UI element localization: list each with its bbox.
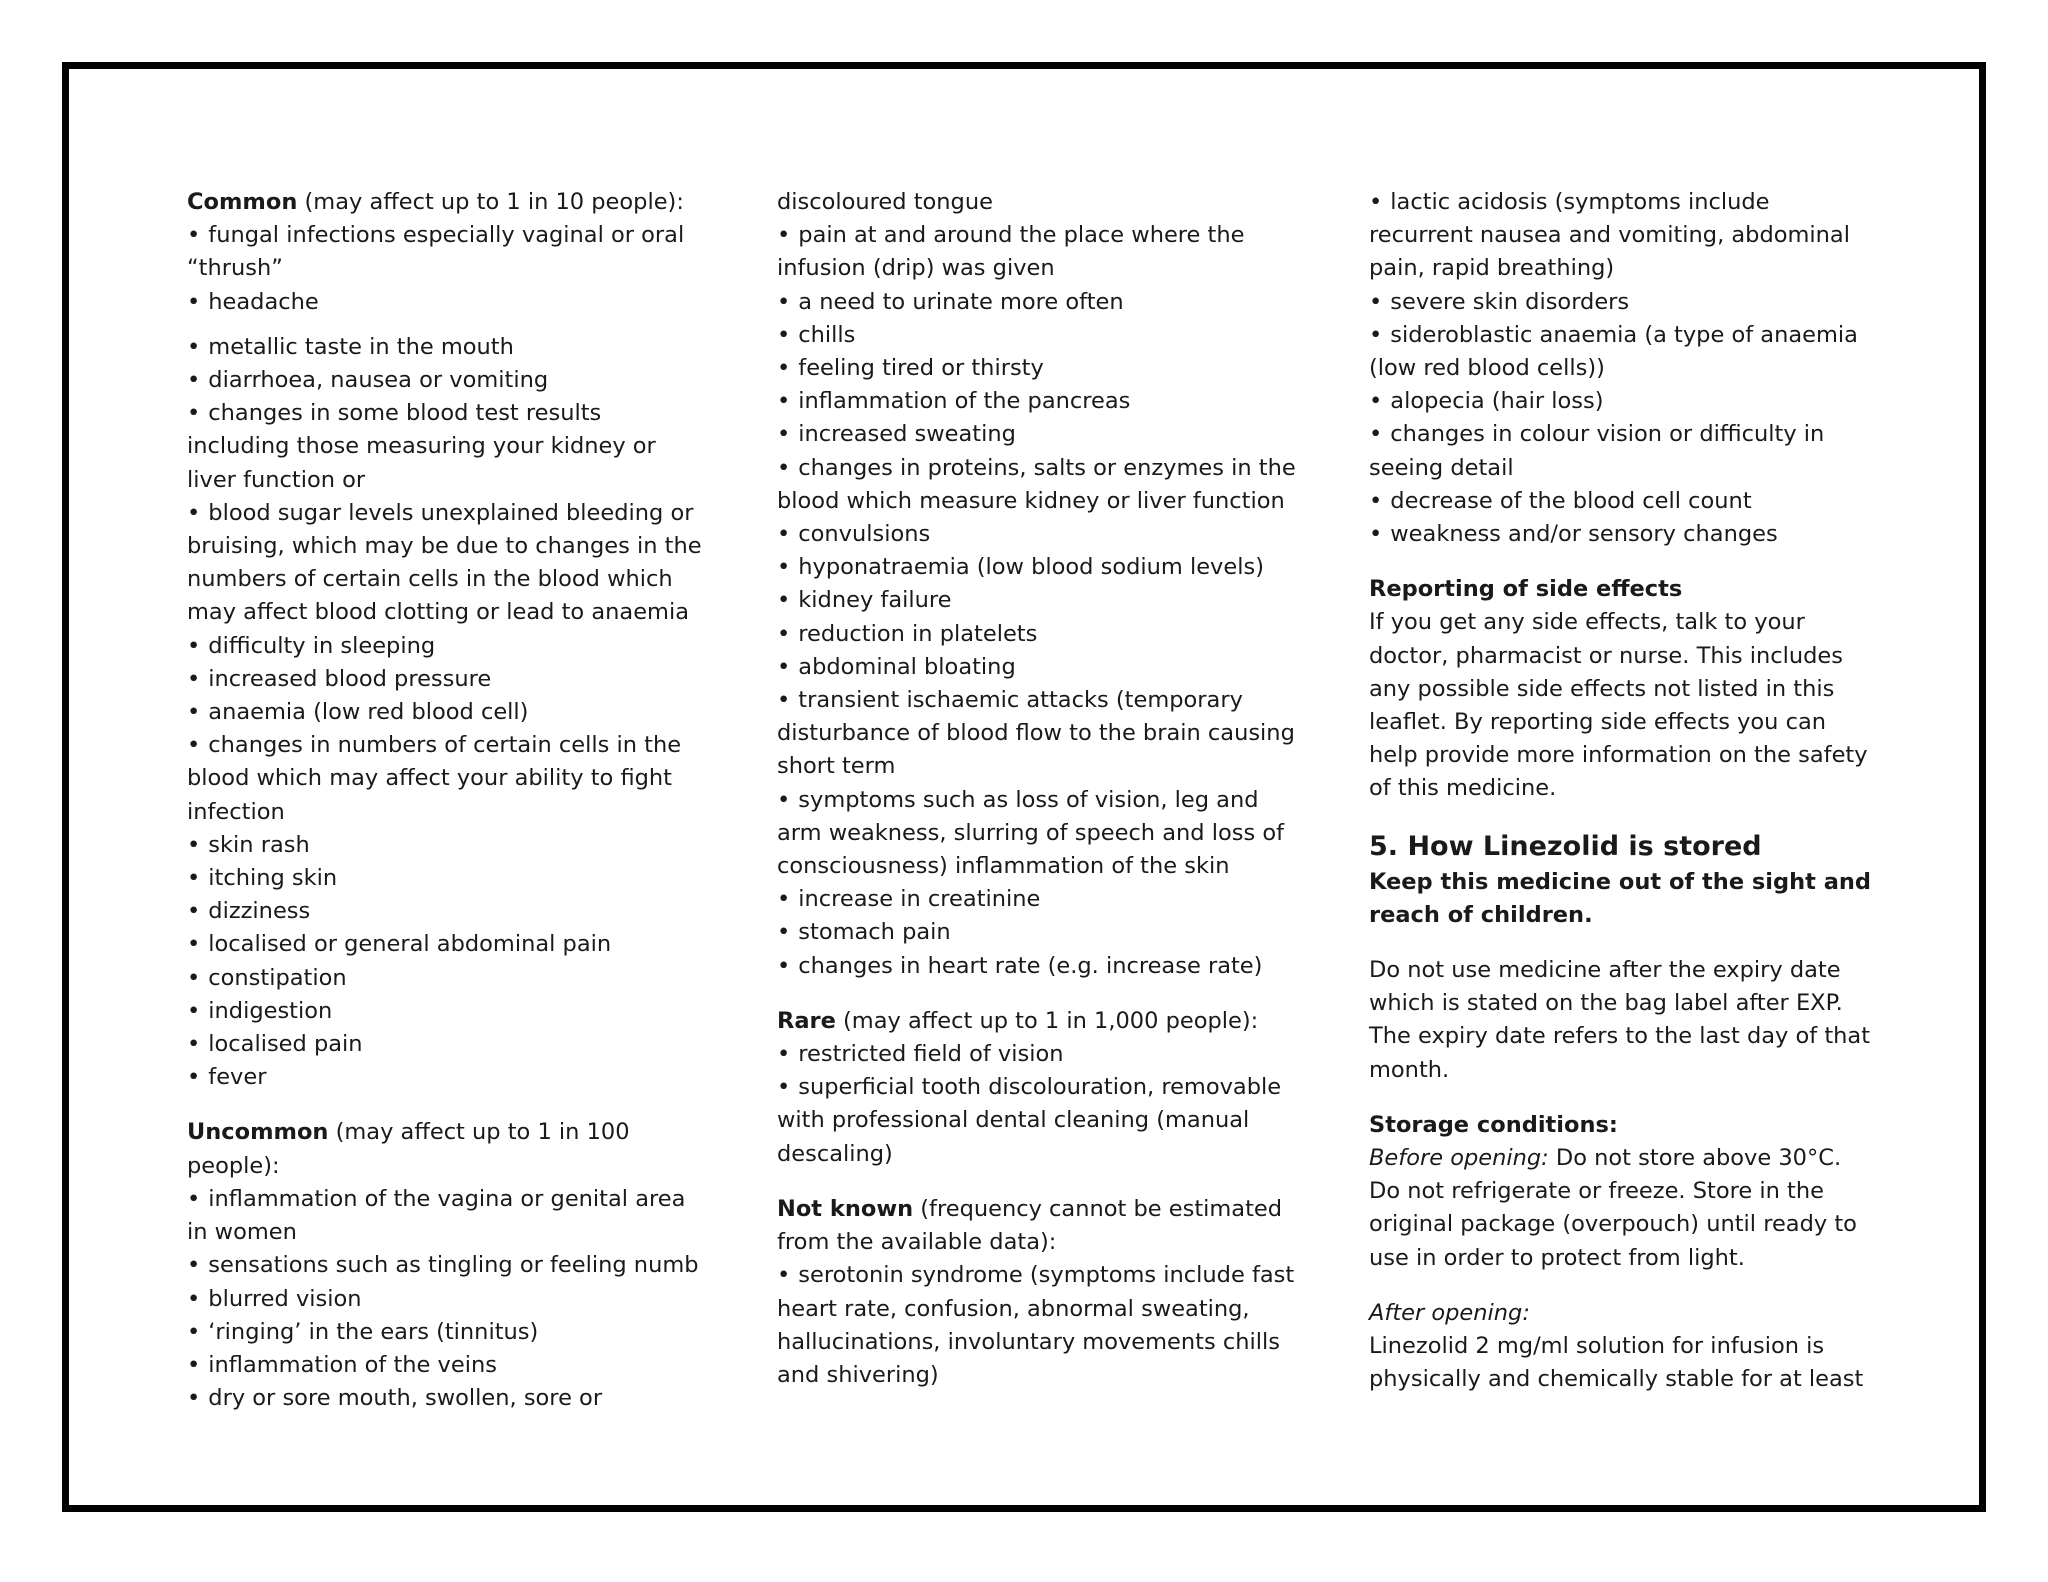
list-item: • blood sugar levels unexplained bleeding or bruising, which may be due to changes in the numbers of certain cells in the blood which may affect blood clotting or lead to anaemia	[187, 497, 707, 630]
rare-frequency-heading: Rare (may affect up to 1 in 1,000 people):	[777, 1007, 1259, 1034]
list-item: • ‘ringing’ in the ears (tinnitus)	[187, 1316, 707, 1349]
list-item: • convulsions	[777, 518, 1297, 551]
list-item: • serotonin syndrome (symptoms include fast heart rate, confusion, abnormal sweating, hallucinations, involuntary movements chills and shivering)	[777, 1259, 1297, 1392]
list-item: • indigestion	[187, 995, 707, 1028]
list-item: • changes in colour vision or difficulty in seeing detail	[1369, 418, 1879, 484]
list-item: • symptoms such as loss of vision, leg and arm weakness, slurring of speech and loss of consciousness) inflammation of the skin	[777, 784, 1297, 884]
list-item: • headache	[187, 286, 707, 319]
list-item: • hyponatraemia (low blood sodium levels)	[777, 551, 1297, 584]
list-item: • changes in some blood test results including those measuring your kidney or liver function or	[187, 397, 707, 497]
list-item: • constipation	[187, 962, 707, 995]
list-item: • inflammation of the vagina or genital area in women	[187, 1183, 707, 1249]
list-item: • fungal infections especially vaginal or oral “thrush”	[187, 219, 707, 285]
continued-text: discoloured tongue	[777, 189, 993, 215]
column-2	[777, 186, 1297, 1392]
list-item: • inflammation of the veins	[187, 1349, 707, 1382]
not-known-frequency-heading: Not known (frequency cannot be estimated from the available data):	[777, 1195, 1283, 1256]
list-item: • skin rash	[187, 829, 707, 862]
list-item: • dizziness	[187, 895, 707, 928]
list-item: • blurred vision	[187, 1283, 707, 1316]
after-opening-label: After opening:	[1369, 1299, 1530, 1326]
reporting-heading: Reporting of side effects	[1369, 576, 1683, 603]
list-item: • lactic acidosis (symptoms include recurrent nausea and vomiting, abdominal pain, rapid breathing)	[1369, 186, 1879, 286]
list-item: • feeling tired or thirsty	[777, 352, 1297, 385]
list-item: • severe skin disorders	[1369, 286, 1879, 319]
list-item: • fever	[187, 1061, 707, 1094]
list-item: • pain at and around the place where the infusion (drip) was given	[777, 219, 1297, 285]
list-item: • reduction in platelets	[777, 618, 1297, 651]
list-item: • dry or sore mouth, swollen, sore or	[187, 1382, 707, 1415]
section-title: 5. How Linezolid is stored	[1369, 830, 1762, 862]
list-item: • localised or general abdominal pain	[187, 928, 707, 961]
after-opening-text: Linezolid 2 mg/ml solution for infusion is physically and chemically stable for at least	[1369, 1333, 1864, 1393]
list-item: • abdominal bloating	[777, 651, 1297, 684]
list-item: • increased sweating	[777, 418, 1297, 451]
list-item: • restricted field of vision	[777, 1038, 1297, 1071]
list-item: • superficial tooth discolouration, removable with professional dental cleaning (manual descaling)	[777, 1071, 1297, 1171]
list-item: • stomach pain	[777, 916, 1297, 949]
list-item: • inflammation of the pancreas	[777, 385, 1297, 418]
list-item: • transient ischaemic attacks (temporary disturbance of blood flow to the brain causing short term	[777, 684, 1297, 784]
column-3	[1369, 186, 1879, 1397]
list-item: • difficulty in sleeping	[187, 630, 707, 663]
list-item: • sideroblastic anaemia (a type of anaemia (low red blood cells))	[1369, 319, 1879, 385]
list-item: • localised pain	[187, 1028, 707, 1061]
uncommon-frequency-heading: Uncommon (may affect up to 1 in 100 people):	[187, 1119, 630, 1179]
keep-out-of-reach-text: Keep this medicine out of the sight and reach of children.	[1369, 868, 1872, 928]
list-item: • chills	[777, 319, 1297, 352]
list-item: • increased blood pressure	[187, 663, 707, 696]
list-item: • kidney failure	[777, 584, 1297, 617]
list-item: • itching skin	[187, 862, 707, 895]
reporting-text: If you get any side effects, talk to your doctor, pharmacist or nurse. This includes any possible side effects not listed in this leaflet. By reporting side effects you can help provide more information on the safety of this medicine.	[1369, 609, 1868, 802]
list-item: • a need to urinate more often	[777, 286, 1297, 319]
list-item: • changes in proteins, salts or enzymes in the blood which measure kidney or liver function	[777, 452, 1297, 518]
list-item: • decrease of the blood cell count	[1369, 485, 1879, 518]
list-item: • increase in creatinine	[777, 883, 1297, 916]
before-opening-text: Before opening: Do not store above 30°C. Do not refrigerate or freeze. Store in the original package (overpouch) until ready to use in order to protect from light.	[1369, 1145, 1857, 1271]
list-item: • changes in heart rate (e.g. increase rate)	[777, 950, 1297, 983]
list-item: • metallic taste in the mouth	[187, 331, 707, 364]
list-item: • alopecia (hair loss)	[1369, 385, 1879, 418]
storage-heading: Storage conditions:	[1369, 1111, 1618, 1138]
list-item: • changes in numbers of certain cells in the blood which may affect your ability to fight infection	[187, 729, 707, 829]
column-1	[187, 186, 707, 1415]
list-item: • diarrhoea, nausea or vomiting	[187, 364, 707, 397]
list-item: • weakness and/or sensory changes	[1369, 518, 1879, 551]
expiry-text: Do not use medicine after the expiry date which is stated on the bag label after EXP. The expiry date refers to the last day of that month.	[1369, 957, 1871, 1083]
common-frequency-heading: Common (may affect up to 1 in 10 people):	[187, 189, 684, 215]
list-item: • anaemia (low red blood cell)	[187, 696, 707, 729]
list-item: • sensations such as tingling or feeling numb	[187, 1249, 707, 1282]
